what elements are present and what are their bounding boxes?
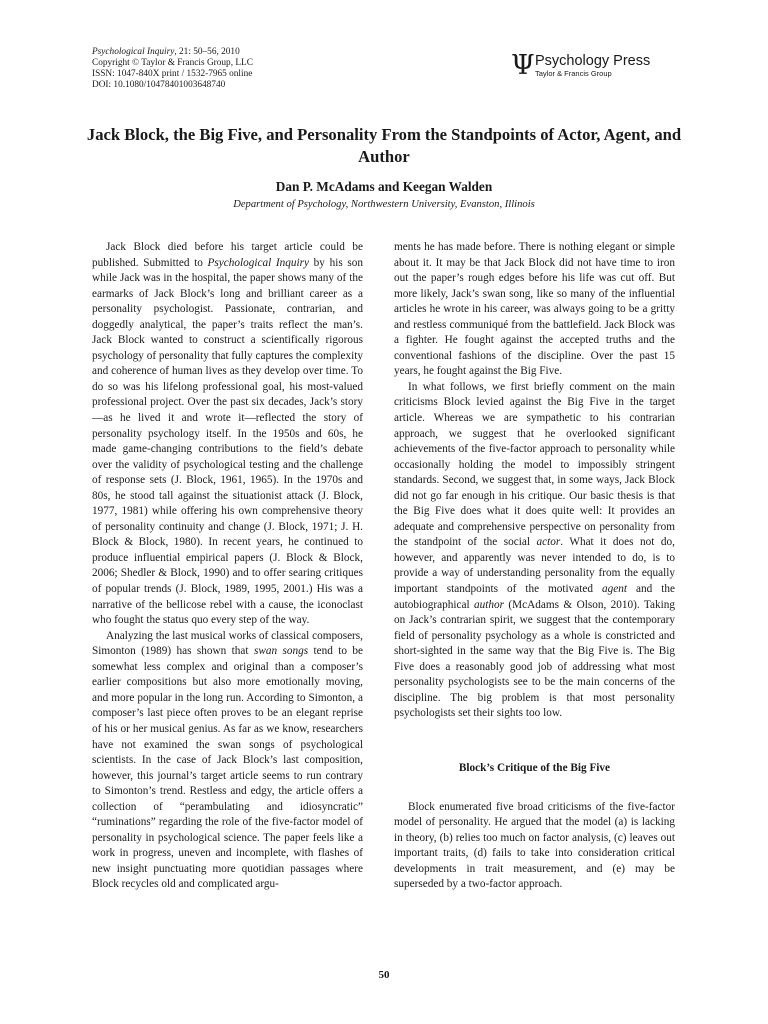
body-paragraph: Jack Block died before his target article could be published. Submitted to Psychological Inquiry by his son while Jack was in the hospital, the paper shows many of the earmarks of Jack Block’s long and brilliant career as a personality psychologist. Passionate, contrarian, and doggedly analytical, the paper’s traits reflect the man’s. Jack Block wanted to construct a scientifically rigorous psychology of personality that fully captures the complexity and coherence of human lives as they develop over time. To do so was his lifelong professional goal, his most-valued professional project. Over the past six decades, Jack’s story—as he lived it and wrote it—reflected the story of personality psychology itself. In the 1950s and 60s, he made game-changing contributions to the field’s debate over the validity of psychological testing and the challenge of response sets (J. Block, 1961, 1965). In the 1970s and 80s, he stood tall against the situationist attack (J. Block, 1977, 1981) while offering his own comprehensive theory of personality continuity and change (J. Block, 1971; J. H. Block & Block, 1980). In recent years, he continued to produce influential empirical papers (J. Block & Block, 2006; Shedler & Block, 1990) and to offer searing critiques of popular trends (J. Block, 1989, 1995, 2001.) His was a narrative of the bellicose rebel with a cause, the iconoclast who fought the status quo every step of the way. xyxy=(92,241,363,627)
section-spacer xyxy=(394,722,675,761)
section-heading: Block’s Critique of the Big Five xyxy=(458,761,611,774)
body-paragraph: Analyzing the last musical works of classical composers, Simonton (1989) has shown that swan songs tend to be somewhat less complex and original than a composer’s earlier compositions but also more emotionally moving, and more popular in the long run. According to Simonton, a composer’s last piece often proves to be an elegant reprise of his or her musical genius. As far as we know, researchers have not examined the swan songs of psychological scientists. In the case of Jack Block’s last composition, however, this journal’s target article seems to run contrary to Simonton’s trend. Restless and edgy, the article offers a collection of “perambulating and idiosyncratic” “ruminations” regarding the role of the five-factor model of personality in psychological science. The paper feels like a work in progress, uneven and incomplete, with flashes of new insight punctuating more quotidian passages where Block recycles old and complicated argu- xyxy=(92,629,363,891)
psi-logo-icon: Ψ xyxy=(511,50,535,81)
right-column xyxy=(394,240,675,893)
journal-name: Psychological Inquiry xyxy=(92,47,175,57)
article-authors: Dan P. McAdams and Keegan Walden xyxy=(275,179,493,194)
volume-pages: , 21: 50–56, 2010 xyxy=(174,47,240,57)
page-number: 50 xyxy=(378,969,390,981)
article-title: Jack Block, the Big Five, and Personality From the Standpoints of Actor, Agent, and Author xyxy=(86,125,682,166)
copyright-line: Copyright © Taylor & Francis Group, LLC xyxy=(92,58,253,68)
journal-citation xyxy=(92,47,253,58)
author-affiliation: Department of Psychology, Northwestern University, Evanston, Illinois xyxy=(233,199,535,210)
publisher-group: Taylor & Francis Group xyxy=(535,69,612,78)
section-spacer xyxy=(394,777,675,800)
publisher-name: Psychology Press xyxy=(535,53,651,69)
left-column xyxy=(92,240,363,893)
doi-line: DOI: 10.1080/10478401003648740 xyxy=(92,80,226,90)
issn-line: ISSN: 1047-840X print / 1532-7965 online xyxy=(92,69,253,79)
body-paragraph: Block enumerated five broad criticisms of the five-factor model of personality. He argued that the model (a) is lacking in theory, (b) relies too much on factor analysis, (c) leaves out important traits, (d) fails to take into consideration critical developments in trait measurement, and (e) may be superseded by a two-factor approach. xyxy=(394,800,675,891)
publisher-logo xyxy=(511,52,681,82)
body-paragraph: ments he has made before. There is nothing elegant or simple about it. It may be that Jack Block did not have time to iron out the paper’s rough edges before his life was cut off. But more likely, Jack’s swan song, like so many of the influential articles he wrote in his career, was always going to be a gritty and restless communiqué from the battlefield. Jack Block was a fighter. He fought against the accepted truths and the conventional fashions of the discipline. Over the past 15 years, he fought against the Big Five. xyxy=(394,241,675,378)
journal-masthead xyxy=(92,47,253,91)
body-paragraph: In what follows, we first briefly comment on the main criticisms Block levied against the Big Five in the target article. Whereas we are sympathetic to his contrarian approach, we suggest that he overlooked significant achievements of the five-factor approach to personality while occasionally holding the model to impossibly stringent standards. Second, we suggest that, in some ways, Jack Block did not go far enough in his critique. Our basic thesis is that the Big Five does what it does quite well: It provides an adequate and comprehensive perspective on personality from the standpoint of the social actor. What it does not do, however, and apparently was never intended to do, is to provide a way of understanding personality from the equally important standpoints of the motivated agent and the autobiographical author (McAdams & Olson, 2010). Taking on Jack’s contrarian spirit, we suggest that the contemporary field of personality psychology as a whole is constricted and short-sighted in the same way that the Big Five is. The Big Five does a reasonably good job of addressing what most personality psychologists see to be the main concerns of the discipline. The big problem is that most personality psychologists set their sights too low. xyxy=(394,380,675,720)
